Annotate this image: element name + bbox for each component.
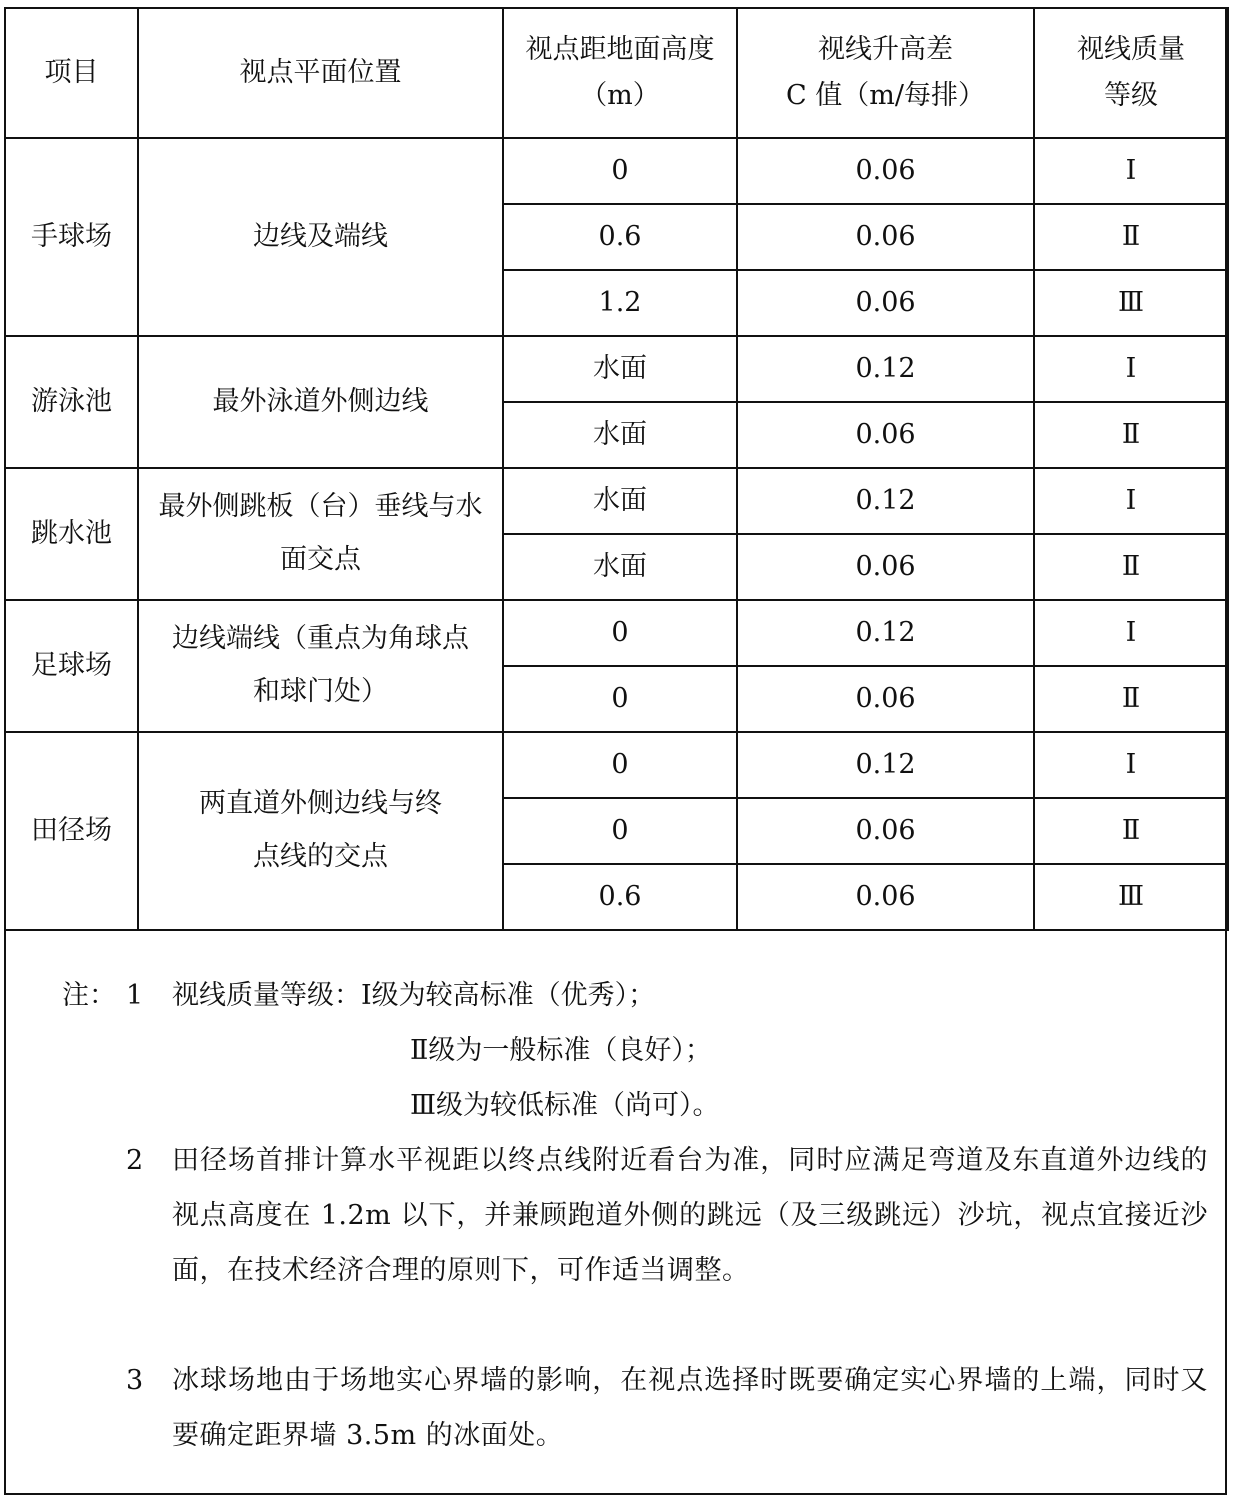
- cell-height: 0: [503, 798, 737, 864]
- cell-height: 0: [503, 666, 737, 732]
- note-2-text: 田径场首排计算水平视距以终点线附近看台为准，同时应满足弯道及东直道外边线的视点高度在 1.2m 以下，并兼顾跑道外侧的跳远（及三级跳远）沙坑，视点宜接近沙面，在技术经济合理的原则下，可作适当调整。: [172, 1145, 1208, 1286]
- note-1-line-3: Ⅲ级为较低标准（尚可）。: [410, 1090, 720, 1121]
- cell-c-value: 0.06: [737, 270, 1034, 336]
- cell-position: 边线端线（重点为角球点和球门处）: [138, 600, 503, 732]
- note-2-number: 2: [126, 1145, 144, 1176]
- cell-c-value: 0.06: [737, 798, 1034, 864]
- note-1-line-2: Ⅱ级为一般标准（良好）；: [410, 1035, 712, 1066]
- cell-grade: Ⅱ: [1034, 798, 1228, 864]
- cell-grade: Ⅰ: [1034, 600, 1228, 666]
- cell-height: 0.6: [503, 204, 737, 270]
- cell-height: 0.6: [503, 864, 737, 930]
- cell-c-value: 0.12: [737, 468, 1034, 534]
- cell-height: 水面: [503, 468, 737, 534]
- cell-grade: Ⅰ: [1034, 468, 1228, 534]
- cell-position: 边线及端线: [138, 138, 503, 336]
- cell-height: 水面: [503, 534, 737, 600]
- note-3-number: 3: [126, 1365, 144, 1396]
- header-c-value-line1: 视线升高差: [818, 34, 953, 66]
- cell-item: 手球场: [5, 138, 138, 336]
- note-1-line-1: 视线质量等级：Ⅰ级为较高标准（优秀）；: [172, 980, 656, 1011]
- header-grade: 视线质量等级: [1034, 8, 1228, 138]
- cell-grade: Ⅰ: [1034, 138, 1228, 204]
- cell-grade: Ⅱ: [1034, 204, 1228, 270]
- cell-c-value: 0.06: [737, 204, 1034, 270]
- cell-height: 0: [503, 732, 737, 798]
- cell-c-value: 0.12: [737, 336, 1034, 402]
- cell-item: 跳水池: [5, 468, 138, 600]
- table-row: [5, 138, 1228, 204]
- cell-height: 1.2: [503, 270, 737, 336]
- cell-position: 最外侧跳板（台）垂线与水面交点: [138, 468, 503, 600]
- header-c-value-line2: C 值（m/每排）: [786, 80, 985, 111]
- cell-item: 田径场: [5, 732, 138, 930]
- cell-height: 水面: [503, 336, 737, 402]
- cell-item: 足球场: [5, 600, 138, 732]
- notes-prefix: 注：: [62, 980, 116, 1011]
- table-row: [5, 732, 1228, 798]
- cell-grade: Ⅱ: [1034, 402, 1228, 468]
- sightline-table: [4, 7, 1229, 931]
- header-height: 视点距地面高度（m）: [503, 8, 737, 138]
- cell-height: 水面: [503, 402, 737, 468]
- cell-grade: Ⅱ: [1034, 534, 1228, 600]
- cell-position: 两直道外侧边线与终点线的交点: [138, 732, 503, 930]
- cell-height: 0: [503, 138, 737, 204]
- cell-c-value: 0.06: [737, 666, 1034, 732]
- cell-grade: Ⅲ: [1034, 864, 1228, 930]
- note-1-number: 1: [126, 980, 144, 1011]
- header-position: 视点平面位置: [138, 8, 503, 138]
- table-row: [5, 600, 1228, 666]
- cell-grade: Ⅱ: [1034, 666, 1228, 732]
- cell-item: 游泳池: [5, 336, 138, 468]
- cell-grade: Ⅲ: [1034, 270, 1228, 336]
- cell-grade: Ⅰ: [1034, 732, 1228, 798]
- cell-c-value: 0.12: [737, 600, 1034, 666]
- table-row: [5, 336, 1228, 402]
- header-c-value: [737, 8, 1034, 138]
- cell-c-value: 0.06: [737, 534, 1034, 600]
- cell-c-value: 0.06: [737, 402, 1034, 468]
- header-item: 项目: [5, 8, 138, 138]
- cell-c-value: 0.06: [737, 138, 1034, 204]
- cell-c-value: 0.06: [737, 864, 1034, 930]
- cell-c-value: 0.12: [737, 732, 1034, 798]
- table-header-row: [5, 8, 1228, 138]
- table-row: [5, 468, 1228, 534]
- note-3-text: 冰球场地由于场地实心界墙的影响，在视点选择时既要确定实心界墙的上端，同时又要确定距界墙 3.5m 的冰面处。: [172, 1365, 1208, 1451]
- cell-position: 最外泳道外侧边线: [138, 336, 503, 468]
- cell-height: 0: [503, 600, 737, 666]
- cell-grade: Ⅰ: [1034, 336, 1228, 402]
